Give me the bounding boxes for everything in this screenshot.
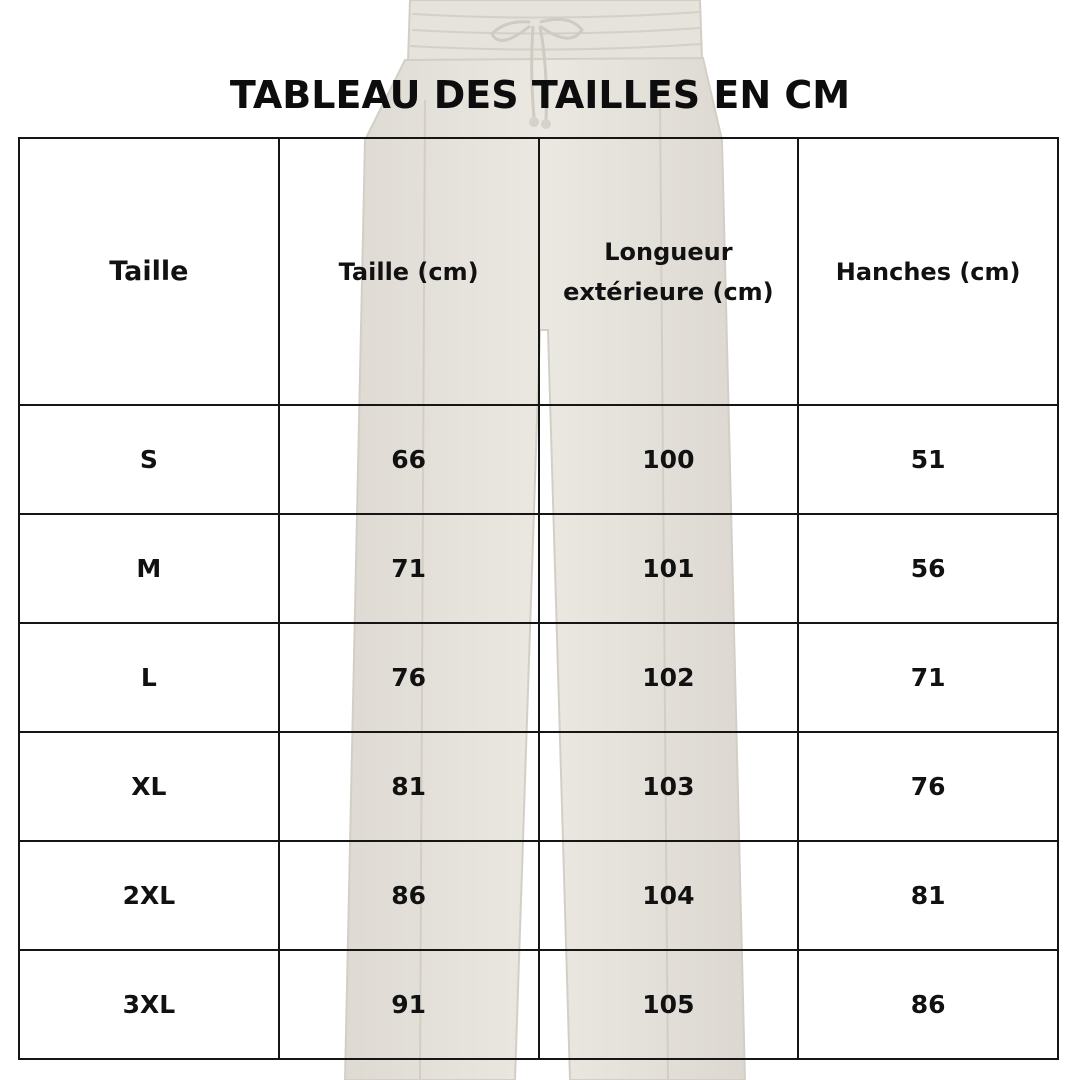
length-cell: 103 xyxy=(539,732,799,841)
length-cell: 104 xyxy=(539,841,799,950)
hips-cell: 81 xyxy=(798,841,1058,950)
page-title: TABLEAU DES TAILLES EN CM xyxy=(229,73,851,117)
size-cell: M xyxy=(19,514,279,623)
length-cell: 100 xyxy=(539,405,799,514)
size-chart-table xyxy=(18,137,1059,1060)
table-row xyxy=(19,950,1058,1059)
size-cell: XL xyxy=(19,732,279,841)
header-outer-length-cm: Longueur extérieure (cm) xyxy=(539,138,799,405)
waist-cell: 66 xyxy=(279,405,539,514)
table-row xyxy=(19,405,1058,514)
size-cell: L xyxy=(19,623,279,732)
table-row xyxy=(19,514,1058,623)
length-cell: 105 xyxy=(539,950,799,1059)
length-cell: 102 xyxy=(539,623,799,732)
hips-cell: 86 xyxy=(798,950,1058,1059)
waist-cell: 76 xyxy=(279,623,539,732)
table-row xyxy=(19,732,1058,841)
header-waist-cm: Taille (cm) xyxy=(279,138,539,405)
waist-cell: 81 xyxy=(279,732,539,841)
table-row xyxy=(19,841,1058,950)
length-cell: 101 xyxy=(539,514,799,623)
hips-cell: 71 xyxy=(798,623,1058,732)
waist-cell: 86 xyxy=(279,841,539,950)
hips-cell: 56 xyxy=(798,514,1058,623)
size-cell: 2XL xyxy=(19,841,279,950)
size-cell: S xyxy=(19,405,279,514)
header-hips-cm: Hanches (cm) xyxy=(798,138,1058,405)
waist-cell: 91 xyxy=(279,950,539,1059)
header-size: Taille xyxy=(19,138,279,405)
hips-cell: 76 xyxy=(798,732,1058,841)
hips-cell: 51 xyxy=(798,405,1058,514)
table-header-row xyxy=(19,138,1058,405)
table-row xyxy=(19,623,1058,732)
waist-cell: 71 xyxy=(279,514,539,623)
size-cell: 3XL xyxy=(19,950,279,1059)
